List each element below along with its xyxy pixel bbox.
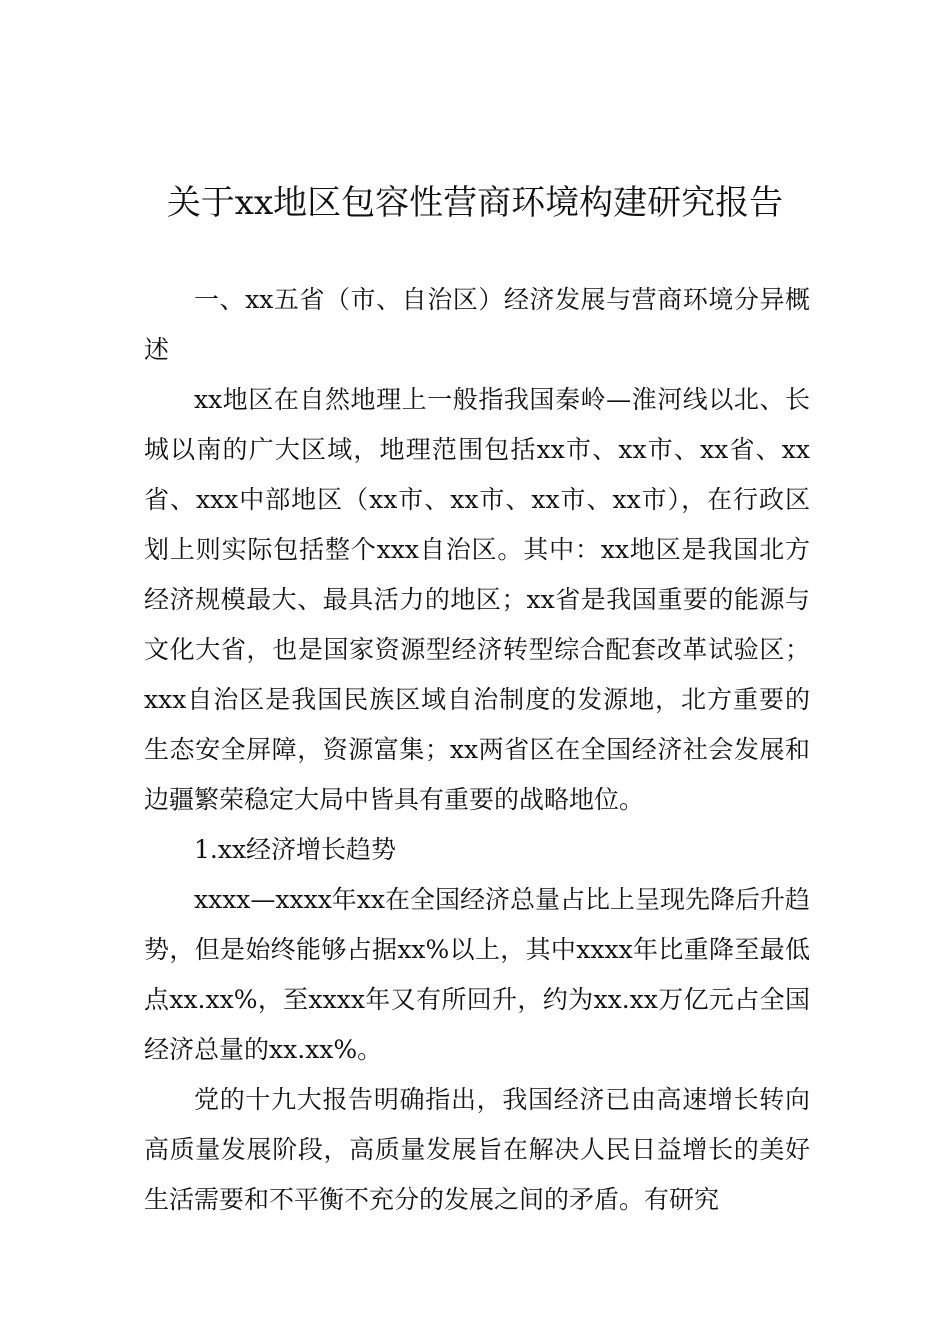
document-body	[144, 275, 810, 1225]
document-title: 关于xx地区包容性营商环境构建研究报告	[166, 183, 784, 223]
body-paragraph: xx地区在自然地理上一般指我国秦岭—淮河线以北、长城以南的广大区域，地理范围包括xx市、xx市、xx省、xx省、xxx中部地区（xx市、xx市、xx市、xx市），在行政区划上则实际包括整个xxx自治区。其中：xx地区是我国北方经济规模最大、最具活力的地区；xx省是我国重要的能源与文化大省，也是国家资源型经济转型综合配套改革试验区；xxx自治区是我国民族区域自治制度的发源地，北方重要的生态安全屏障，资源富集；xx两省区在全国经济社会发展和边疆繁荣稳定大局中皆具有重要的战略地位。	[144, 385, 810, 814]
section-heading: 一、xx五省（市、自治区）经济发展与营商环境分异概述	[144, 285, 810, 364]
subsection-heading: 1.xx经济增长趋势	[194, 835, 397, 864]
body-paragraph: 党的十九大报告明确指出，我国经济已由高速增长转向高质量发展阶段，高质量发展旨在解决人民日益增长的美好生活需要和不平衡不充分的发展之间的矛盾。有研究	[144, 1085, 810, 1214]
body-paragraph: xxxx—xxxx年xx在全国经济总量占比上呈现先降后升趋势，但是始终能够占据xx%以上，其中xxxx年比重降至最低点xx.xx%，至xxxx年又有所回升，约为xx.xx万亿元占全国经济总量的xx.xx%。	[144, 885, 810, 1064]
